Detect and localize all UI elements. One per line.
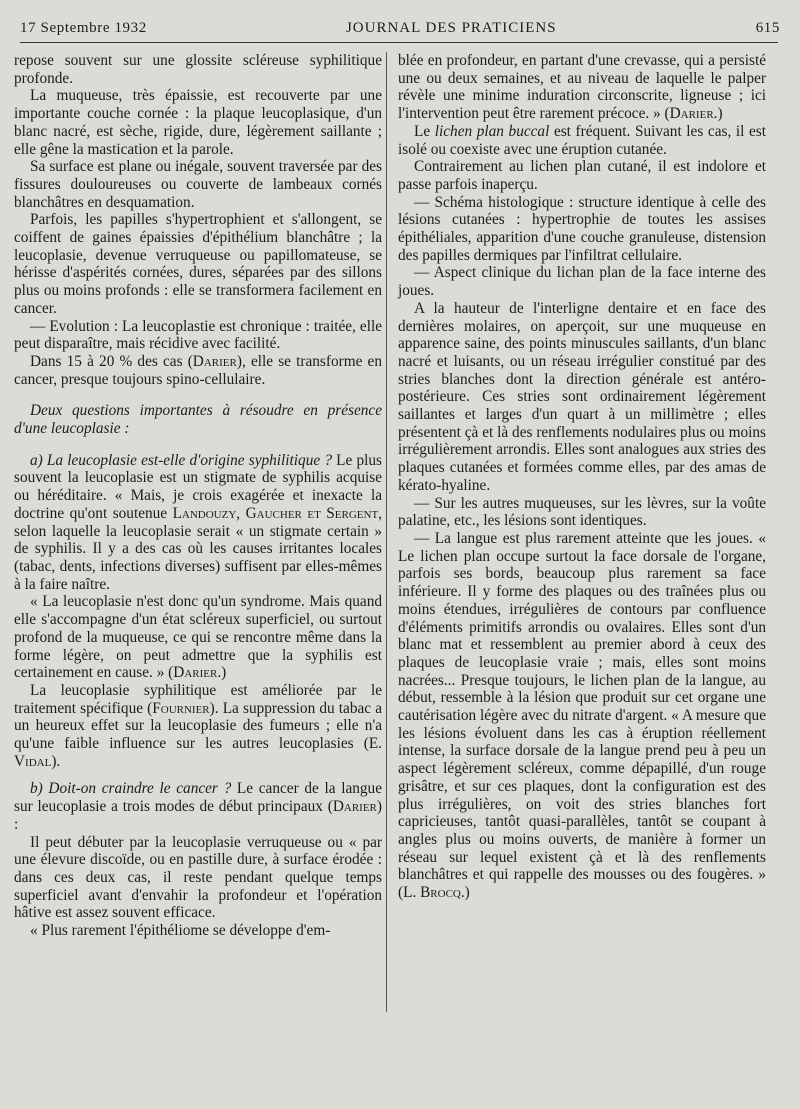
page-number: 615 [755,19,780,36]
text-run: « La leucoplasie n'est donc qu'un syndrome. Mais quand elle s'accompagne d'un état scléreux superficiel, ou surtout profond de la muqueuse, ce qui se rencontre même dans la forme légère, on peut admettre que la syphilis est certainement en cause. » ( [14,593,382,682]
author-name: Vidal [14,752,52,770]
paragraph [14,682,382,771]
paragraph [14,353,382,388]
paragraph: Sa surface est plane ou inégale, souvent traversée par des fissures douloureuses ou couverte de lambeaux cornés blanchâtres en desquamation. [14,158,382,211]
journal-title: JOURNAL DES PRATICIENS [345,19,557,36]
text-run: blée en profondeur, en partant d'une crevasse, qui a persisté une ou deux semaines, et au niveau de laquelle le palper révèle une minime induration circonscrite, ligneuse ; ici l'intervention peut être rarement précoce. » ( [398,52,766,123]
paragraph: La muqueuse, très épaissie, est recouverte par une importante couche cornée : la plaque leucoplasique, d'un blanc nacré, est sèche, rigide, dure, légèrement saillante ; elle gêne la mastication et la parole. [14,87,382,158]
header-rule [20,42,778,43]
paragraph: repose souvent sur une glossite scléreuse syphilitique profonde. [14,52,382,87]
emphasis: lichen plan buccal [434,122,550,140]
text-run: est fréquent. Suivant les cas, il est isolé ou coexiste avec une éruption cutanée. [398,122,766,158]
question-b-label: b) Doit-on craindre le cancer ? [30,780,232,798]
text-run: Le cancer de la langue sur leucoplasie a trois modes de début principaux ( [14,780,382,816]
text-run: ), elle se transforme en cancer, presque toujours spino-cellulaire. [14,352,382,388]
author-name: Darier. [669,105,718,123]
header-date: 17 Septembre 1932 [20,19,147,36]
paragraph [398,123,766,158]
paragraph: Parfois, les papilles s'hypertrophient et s'allongent, se coiffent de gaines épaissies d'épithélium blanchâtre ; la leucoplasie, devenue verruqueuse ou papillomateuse, se hérisse d'aspérités cornées, dures, séparées par des sillons plus ou moins profonds : elle se transformera facilement en cancer. [14,211,382,317]
paragraph: — Evolution : La leucoplastie est chronique : traitée, elle peut disparaître, mais récidive avec facilité. [14,317,382,353]
paragraph [14,593,382,682]
author-name: Brocq [420,884,461,902]
paragraph: Contrairement au lichen plan cutané, il est indolore et passe parfois inaperçu. [398,158,766,193]
text-run: Le plus souvent la leucoplasie est un stigmate de syphilis acquise ou héréditaire. « Mais, je crois exagérée et inexacte la doctrine qu'ont soutenue [14,451,382,522]
paragraph: — Sur les autres muqueuses, sur les lèvres, sur la voûte palatine, etc., les lésions sont identiques. [398,494,766,530]
paragraph: A la hauteur de l'interligne dentaire et en face des dernières molaires, on aperçoit, sur une muqueuse en apparence saine, des points minuscules saillants, d'un blanc nacré et luisants, ou un réseau irrégulier constitué par des stries blanches dont la direction générale est antéro-postérieure. Ces stries sont ordinairement légèrement saillantes et larges d'un quart à un millimètre ; elles présentent çà et là des renflements nodulaires plus ou moins irrégulièrement arrondis. Elles sont analogues aux stries des plaques cutanées et formées comme elles, par des amas de kérato-hyaline. [398,299,766,494]
paragraph [398,530,766,902]
text-run: .) [460,884,470,902]
paragraph: — Aspect clinique du lichan plan de la face interne des joues. [398,264,766,300]
text-run: Le [414,122,435,140]
paragraph: — Schéma histologique : structure identique à celle des lésions cutanées : hypertrophie de toutes les assises épithéliales, apparition d'une couche granuleuse, distension des papilles dermiques par l'infiltrat cellulaire. [398,193,766,264]
question-a-label: a) La leucoplasie est-elle d'origine syphilitique ? [30,451,332,469]
paragraph [14,452,382,594]
text-run: selon laquelle la leucoplasie serait « un stigmate certain » de syphilis. Il y a des cas où les causes irritantes locales (tabac, dents, infections diverses) suffisent par elles-mêmes à la faire naître. [14,522,382,593]
page-header [20,14,780,42]
text-run: La leucoplasie syphilitique est améliorée par le traitement spécifique ( [14,681,382,717]
column-divider [386,52,387,1012]
paragraph [14,780,382,833]
paragraph: « Plus rarement l'épithéliome se développe d'em- [30,922,331,940]
author-name: Fournier [152,699,210,717]
paragraph: Il peut débuter par la leucoplasie verruqueuse ou « par une élevure discoïde, ou en pastille dure, à surface érodée : dans ces deux cas, il reste pendant quelque temps superficiel avant d'envahir la profondeur et l'opération hâtive est assez souvent efficace. [14,833,382,922]
text-run: ). La suppression du tabac a un heureux effet sur la leucoplasie des fumeurs ; elle n'a qu'une faible influence sur les autres leucoplasies (E. [14,699,382,753]
paragraph [398,52,766,123]
section-heading: Deux questions importantes à résoudre en présence d'une leucoplasie : [14,402,382,438]
author-name: Darier [192,352,237,370]
text-run: ). [51,752,61,770]
left-column [14,52,382,940]
text-run: Dans 15 à 20 % des cas ( [30,352,193,370]
text-run: ) [717,105,723,123]
text-run: — La langue est plus rarement atteinte que les joues. « Le lichen plan occupe surtout la face dorsale de l'organe, parfois ses bords, beaucoup plus rarement sa face inférieure. Il y forme des plaques ou des traînées plus ou moins étendues, irrégulières de contours par confluence d'éléments primitifs arrondis ou ovalaires. Elles sont d'un blanc mat et ressemblent au premier abord à ceux des plaques de leucoplasie vraie ; mais, elles sont moins nacrées... Presque toujours, le lichen plan de la langue, au début, ressemble à la lésion que produit sur cet organe une cautérisation légère avec du nitrate d'argent. « A mesure que les lésions évoluent dans les cas à éruption réellement intense, la surface dorsale de la langue prend peu à peu un aspect légèrement scléreux, comme dépapillé, d'un rouge grisâtre, et sur ces plaques, dont la configuration est des plus irrégulières, on voit des stries blanches fort capricieuses, tantôt quasi-parallèles, tantôt se coupant à angles plus ou moins ouverts, de manière à former un réseau sur lequel existent çà et là des renflements blanchâtres et qui rappelle des mousses ou des fougères. » (L. [398,529,766,902]
right-column [398,52,766,902]
text-run: ) [221,664,227,682]
text-run: ) : [14,798,382,833]
author-names: Landouzy, Gaucher et Sergent, [172,504,382,522]
author-name: Darier [332,798,377,816]
author-name: Darier. [173,664,222,682]
